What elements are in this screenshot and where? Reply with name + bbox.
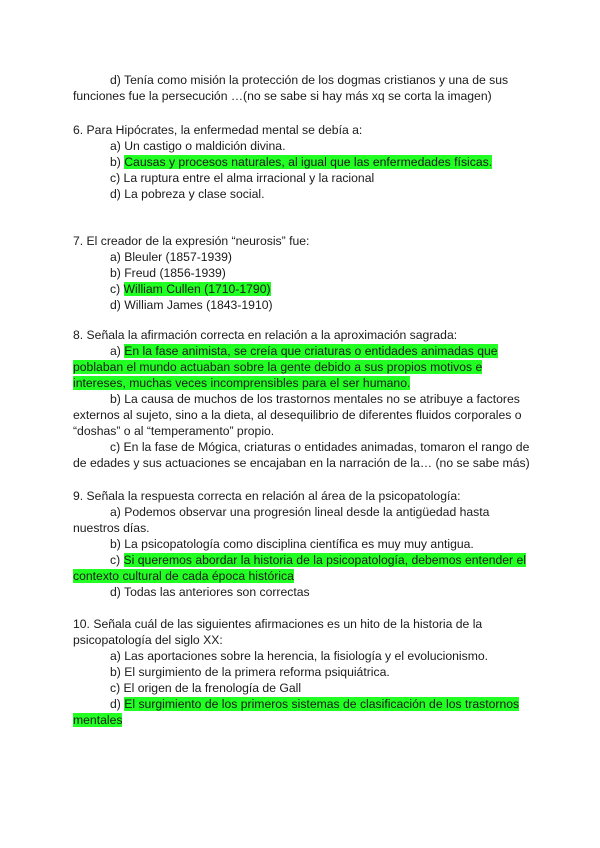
q10-option-c: c) El origen de la frenología de Gall <box>110 681 302 695</box>
q6-option-c: c) La ruptura entre el alma irracional y la racional <box>110 171 375 185</box>
question-8 <box>73 327 528 471</box>
q10-option-d: d) El surgimiento de los primeros sistemas de clasificación de los trastornos <box>110 697 520 711</box>
q9-option-b: b) La psicopatología como disciplina científica es muy muy antigua. <box>110 537 474 551</box>
q6-answer-highlight: Causas y procesos naturales, al igual que las enfermedades físicas. <box>124 155 493 169</box>
q6-option-a: a) Un castigo o maldición divina. <box>110 139 286 153</box>
question-9 <box>73 488 528 600</box>
q9-answer-highlight: Si queremos abordar la historia de la psicopatología, debemos entender el <box>123 553 526 567</box>
q10-answer-highlight: El surgimiento de los primeros sistemas de clasificación de los trastornos <box>124 697 520 711</box>
question-10 <box>73 616 528 728</box>
question-6-text: 6. Para Hipócrates, la enfermedad mental se debía a: <box>73 123 363 137</box>
q8-option-a-cont: poblaban el mundo actuaban sobre la gente debido a sus propios motivos e <box>73 360 483 374</box>
q7-option-c: c) William Cullen (1710-1790) <box>110 282 271 296</box>
q9-option-d: d) Todas las anteriores son correctas <box>110 585 310 599</box>
q8-option-c: c) En la fase de Mógica, criaturas o entidades animadas, tomaron el rango de <box>110 440 530 454</box>
intro-block <box>73 72 528 104</box>
q9-option-c-cont: contexto cultural de cada época histórica <box>73 569 294 583</box>
intro-option-d-cont: funciones fue la persecución …(no se sabe si hay más xq se corta la imagen) <box>73 89 492 103</box>
q8-option-c-cont: de edades y sus actuaciones se encajaban en la narración de la… (no se sabe más) <box>73 456 530 470</box>
question-10-text-cont: psicopatología del siglo XX: <box>73 633 223 647</box>
intro-option-d: d) Tenía como misión la protección de los dogmas cristianos y una de sus <box>110 73 509 87</box>
question-8-text: 8. Señala la afirmación correcta en relación a la aproximación sagrada: <box>73 328 458 342</box>
question-9-text: 9. Señala la respuesta correcta en relación al área de la psicopatología: <box>73 489 461 503</box>
q8-answer-highlight: En la fase animista, se creía que criaturas o entidades animadas que <box>124 344 498 358</box>
q6-option-b: b) Causas y procesos naturales, al igual que las enfermedades físicas. <box>110 155 493 169</box>
q10-option-b: b) El surgimiento de la primera reforma psiquiátrica. <box>110 665 390 679</box>
q8-option-b-cont: externos al sujeto, sino a la dieta, al desequilibrio de diferentes fluidos corporales o <box>73 408 522 422</box>
q7-option-d: d) William James (1843-1910) <box>110 298 273 312</box>
question-6 <box>73 122 528 202</box>
question-7 <box>73 233 528 313</box>
q9-option-a: a) Podemos observar una progresión lineal desde la antigüedad hasta <box>110 505 490 519</box>
q10-option-a: a) Las aportaciones sobre la herencia, la fisiología y el evolucionismo. <box>110 649 489 663</box>
q9-option-a-cont: nuestros días. <box>73 521 150 535</box>
q8-option-b-cont: “doshas” o al “temperamento” propio. <box>73 424 275 438</box>
q8-option-a: a) En la fase animista, se creía que criaturas o entidades animadas que <box>110 344 498 358</box>
q9-option-c: c) Si queremos abordar la historia de la psicopatología, debemos entender el <box>110 553 526 567</box>
q8-option-b: b) La causa de muchos de los trastornos mentales no se atribuye a factores <box>110 392 520 406</box>
question-7-text: 7. El creador de la expresión “neurosis” fue: <box>73 234 310 248</box>
q7-option-b: b) Freud (1856-1939) <box>110 266 226 280</box>
q10-option-d-cont: mentales <box>73 713 123 727</box>
q8-option-a-cont: intereses, muchas veces incomprensibles para el ser humano. <box>73 376 411 390</box>
q6-option-d: d) La pobreza y clase social. <box>110 187 265 201</box>
q7-answer-highlight: William Cullen (1710-1790) <box>123 282 271 296</box>
question-10-text: 10. Señala cuál de las siguientes afirmaciones es un hito de la historia de la <box>73 617 483 631</box>
q7-option-a: a) Bleuler (1857-1939) <box>110 250 232 264</box>
